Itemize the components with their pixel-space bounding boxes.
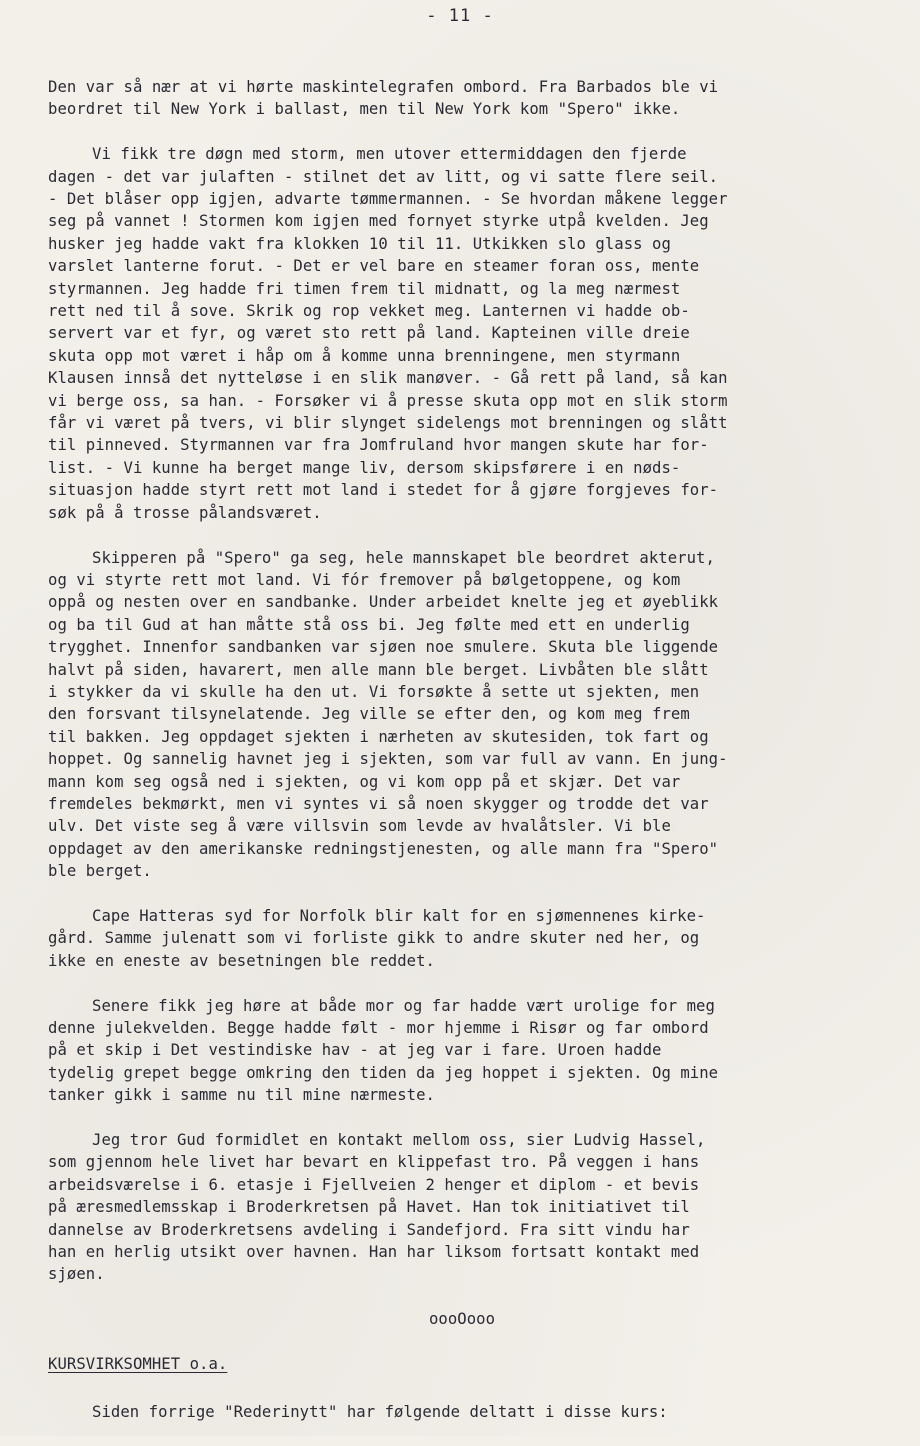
text-line: seg på vannet ! Stormen kom igjen med fornyet styrke utpå kvelden. Jeg: [48, 212, 709, 231]
text-line: den forsvant tilsynelatende. Jeg ville se efter den, og kom meg frem: [48, 705, 690, 724]
section-intro: [48, 1401, 876, 1423]
text-line: får vi været på tvers, vi blir slynget sidelengs mot brenningen og slått: [48, 414, 728, 433]
text-line: oppdaget av den amerikanske redningstjenesten, og alle mann fra "Spero": [48, 839, 719, 858]
text-line: fremdeles bekmørkt, men vi syntes vi så noen skygger og trodde det var: [48, 794, 709, 813]
text-line: på et skip i Det vestindiske hav - at jeg var i fare. Uroen hadde: [48, 1041, 662, 1060]
text-line: Senere fikk jeg høre at både mor og far hadde vært urolige for meg: [92, 996, 715, 1015]
text-line: dannelse av Broderkretsens avdeling i Sandefjord. Fra sitt vindu har: [48, 1220, 690, 1239]
text-line: mann kom seg også ned i sjekten, og vi kom opp på et skjær. Det var: [48, 772, 681, 791]
article-body: [48, 76, 876, 1446]
text-line: servert var et fyr, og været sto rett på land. Kapteinen ville dreie: [48, 324, 690, 343]
text-line: - Det blåser opp igjen, advarte tømmermannen. - Se hvordan måkene legger: [48, 190, 728, 209]
paragraph: [48, 143, 876, 524]
paragraph: [48, 995, 876, 1107]
section-separator: oooOooo: [428, 1310, 496, 1329]
text-line: som gjennom hele livet har bevart en klippefast tro. På veggen i hans: [48, 1153, 700, 1172]
text-line: ikke en eneste av besetningen ble reddet.: [48, 951, 435, 970]
page-number: - 11 -: [426, 6, 494, 26]
text-line: Klausen innså det nytteløse i en slik manøver. - Gå rett på land, så kan: [48, 369, 728, 388]
section-heading-row: [48, 1353, 876, 1401]
section-intro-line: Siden forrige "Rederinytt" har følgende deltatt i disse kurs:: [92, 1403, 668, 1422]
text-line: beordret til New York i ballast, men til New York kom "Spero" ikke.: [48, 100, 681, 119]
text-line: Jeg tror Gud formidlet en kontakt mellom oss, sier Ludvig Hassel,: [92, 1131, 706, 1150]
text-line: vi berge oss, sa han. - Forsøker vi å presse skuta opp mot en slik storm: [48, 391, 728, 410]
paragraph: [48, 547, 876, 883]
text-line: list. - Vi kunne ha berget mange liv, dersom skipsførere i en nøds-: [48, 458, 681, 477]
paragraph: [48, 76, 876, 121]
text-line: dagen - det var julaften - stilnet det av litt, og vi satte flere seil.: [48, 167, 719, 186]
text-line: styrmannen. Jeg hadde fri timen frem til midnatt, og la meg nærmest: [48, 279, 681, 298]
section-heading: KURSVIRKSOMHET o.a.: [48, 1354, 228, 1373]
text-line: han en herlig utsikt over havnen. Han har liksom fortsatt kontakt med: [48, 1243, 700, 1262]
paragraph-list: [48, 76, 876, 1286]
text-line: trygghet. Innenfor sandbanken var sjøen noe smulere. Skuta ble liggende: [48, 638, 719, 657]
text-line: varslet lanterne forut. - Det er vel bare en steamer foran oss, mente: [48, 257, 700, 276]
text-line: Den var så nær at vi hørte maskintelegrafen ombord. Fra Barbados ble vi: [48, 78, 719, 96]
paragraph: [48, 1129, 876, 1286]
text-line: til bakken. Jeg oppdaget sjekten i nærheten av skutesiden, tok fart og: [48, 727, 709, 746]
text-line: tydelig grepet begge omkring den tiden da jeg hoppet i sjekten. Og mine: [48, 1063, 719, 1082]
text-line: ble berget.: [48, 862, 152, 881]
text-line: Skipperen på "Spero" ga seg, hele mannskapet ble beordret akterut,: [92, 548, 715, 567]
paragraph: [48, 905, 876, 972]
text-line: husker jeg hadde vakt fra klokken 10 til 11. Utkikken slo glass og: [48, 234, 671, 253]
text-line: ulv. Det viste seg å være villsvin som levde av hvalåtsler. Vi ble: [48, 817, 671, 836]
text-line: tanker gikk i samme nu til mine nærmeste.: [48, 1086, 435, 1105]
text-line: rett ned til å sove. Skrik og rop vekket meg. Lanternen vi hadde ob-: [48, 302, 690, 321]
text-line: og ba til Gud at han måtte stå oss bi. Jeg følte med ett en underlig: [48, 615, 690, 634]
text-line: hoppet. Og sannelig havnet jeg i sjekten, som var full av vann. En jung-: [48, 750, 728, 769]
text-line: denne julekvelden. Begge hadde følt - mor hjemme i Risør og far ombord: [48, 1019, 709, 1037]
text-line: sjøen.: [48, 1265, 105, 1284]
text-line: arbeidsværelse i 6. etasje i Fjellveien 2 henger et diplom - et bevis: [48, 1175, 700, 1194]
text-line: gård. Samme julenatt som vi forliste gikk to andre skuter ned her, og: [48, 929, 700, 948]
text-line: til pinneved. Styrmannen var fra Jomfruland hvor mangen skute har for-: [48, 436, 709, 455]
text-line: og vi styrte rett mot land. Vi fór fremover på bølgetoppene, og kom: [48, 570, 681, 589]
text-line: Cape Hatteras syd for Norfolk blir kalt for en sjømennenes kirke-: [92, 906, 706, 925]
text-line: i stykker da vi skulle ha den ut. Vi forsøkte å sette ut sjekten, men: [48, 682, 700, 701]
text-line: halvt på siden, havarert, men alle mann ble berget. Livbåten ble slått: [48, 660, 709, 679]
text-line: situasjon hadde styrt rett mot land i stedet for å gjøre forgjeves for-: [48, 481, 719, 500]
text-line: oppå og nesten over en sandbanke. Under arbeidet knelte jeg et øyeblikk: [48, 593, 719, 612]
text-line: Vi fikk tre døgn med storm, men utover ettermiddagen den fjerde: [92, 145, 687, 164]
text-line: skuta opp mot været i håp om å komme unna brenningene, men styrmann: [48, 346, 681, 365]
text-line: søk på å trosse pålandsværet.: [48, 503, 322, 522]
text-line: på æresmedlemsskap i Broderkretsen på Havet. Han tok initiativet til: [48, 1198, 690, 1217]
